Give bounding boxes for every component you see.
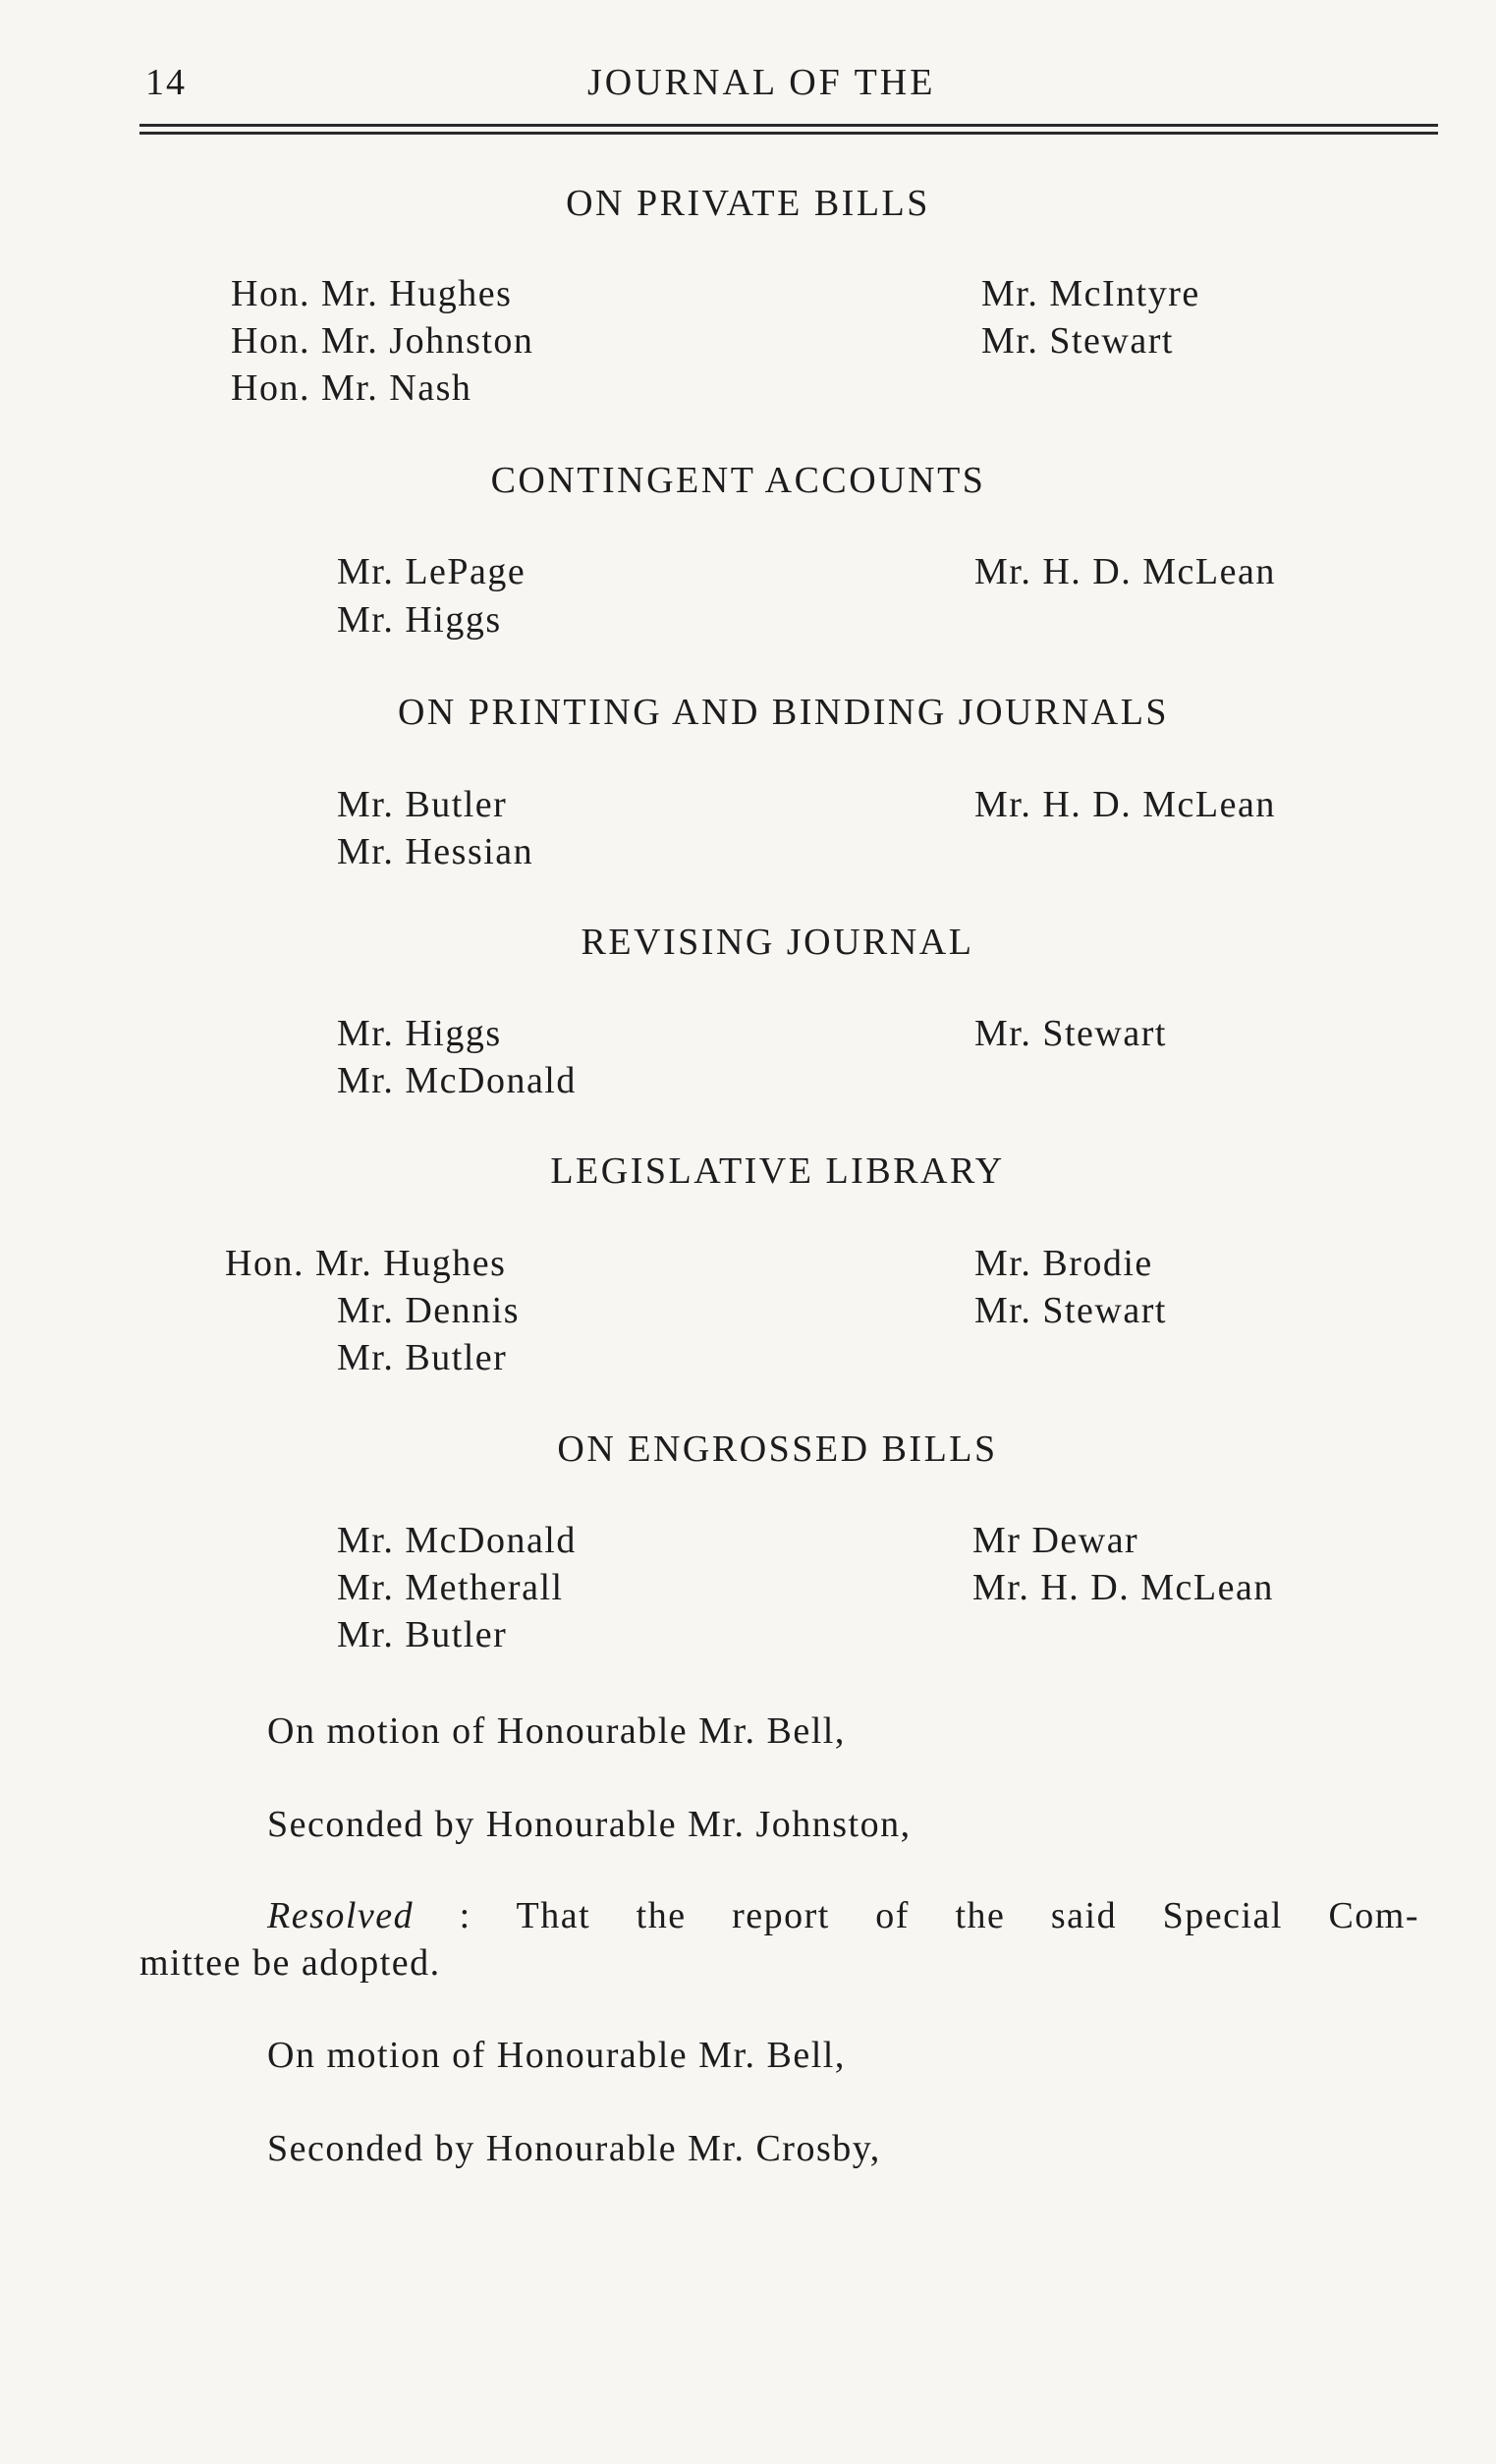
resolved-continuation: mittee be adopted.	[139, 1942, 441, 1984]
section-heading-printing-binding: ON PRINTING AND BINDING JOURNALS	[397, 692, 1170, 733]
member-name: Mr. Hessian	[337, 831, 534, 872]
member-name: Hon. Mr. Johnston	[231, 320, 534, 362]
member-name: Mr. Butler	[337, 784, 508, 825]
section-heading-private-bills: ON PRIVATE BILLS	[566, 183, 930, 224]
section-heading-engrossed-bills: ON ENGROSSED BILLS	[557, 1428, 998, 1470]
member-name: Mr. Butler	[337, 1614, 508, 1655]
member-name: Mr. Metherall	[337, 1567, 564, 1608]
motion-paragraph: On motion of Honourable Mr. Bell,	[267, 2035, 846, 2076]
member-name: Mr. Butler	[337, 1337, 508, 1378]
member-name: Mr. McDonald	[337, 1060, 577, 1101]
seconded-paragraph: Seconded by Honourable Mr. Johnston,	[267, 1804, 912, 1845]
member-name: Mr Dewar	[972, 1520, 1139, 1561]
section-heading-revising-journal: REVISING JOURNAL	[581, 922, 974, 963]
member-name: Mr. Stewart	[974, 1290, 1167, 1331]
member-name: Mr. Higgs	[337, 1013, 502, 1054]
member-name: Mr. H. D. McLean	[974, 551, 1276, 592]
resolved-text: : That the report of the said Special Com-	[459, 1895, 1420, 1936]
member-name: Mr. Dennis	[337, 1290, 520, 1331]
header-rule-top	[139, 124, 1438, 127]
section-heading-legislative-library: LEGISLATIVE LIBRARY	[550, 1150, 1005, 1192]
member-name: Hon. Mr. Nash	[231, 367, 472, 409]
member-name: Mr. H. D. McLean	[972, 1567, 1274, 1608]
member-name: Mr. H. D. McLean	[974, 784, 1276, 825]
page-number: 14	[145, 62, 187, 103]
resolved-label: Resolved	[267, 1895, 415, 1936]
header-rule-bottom	[139, 132, 1438, 135]
member-name: Mr. Stewart	[974, 1013, 1167, 1054]
resolved-paragraph	[267, 1894, 1419, 1937]
member-name: Mr. McIntyre	[981, 273, 1200, 314]
section-heading-contingent-accounts: CONTINGENT ACCOUNTS	[490, 460, 986, 501]
member-name: Mr. McDonald	[337, 1520, 577, 1561]
member-name: Mr. Higgs	[337, 599, 502, 641]
member-name: Mr. Stewart	[981, 320, 1174, 362]
member-name: Hon. Mr. Hughes	[231, 273, 513, 314]
member-name: Hon. Mr. Hughes	[225, 1243, 507, 1284]
member-name: Mr. Brodie	[974, 1243, 1153, 1284]
member-name: Mr. LePage	[337, 551, 526, 592]
running-title: JOURNAL OF THE	[587, 62, 936, 103]
seconded-paragraph: Seconded by Honourable Mr. Crosby,	[267, 2128, 881, 2169]
motion-paragraph: On motion of Honourable Mr. Bell,	[267, 1710, 846, 1752]
